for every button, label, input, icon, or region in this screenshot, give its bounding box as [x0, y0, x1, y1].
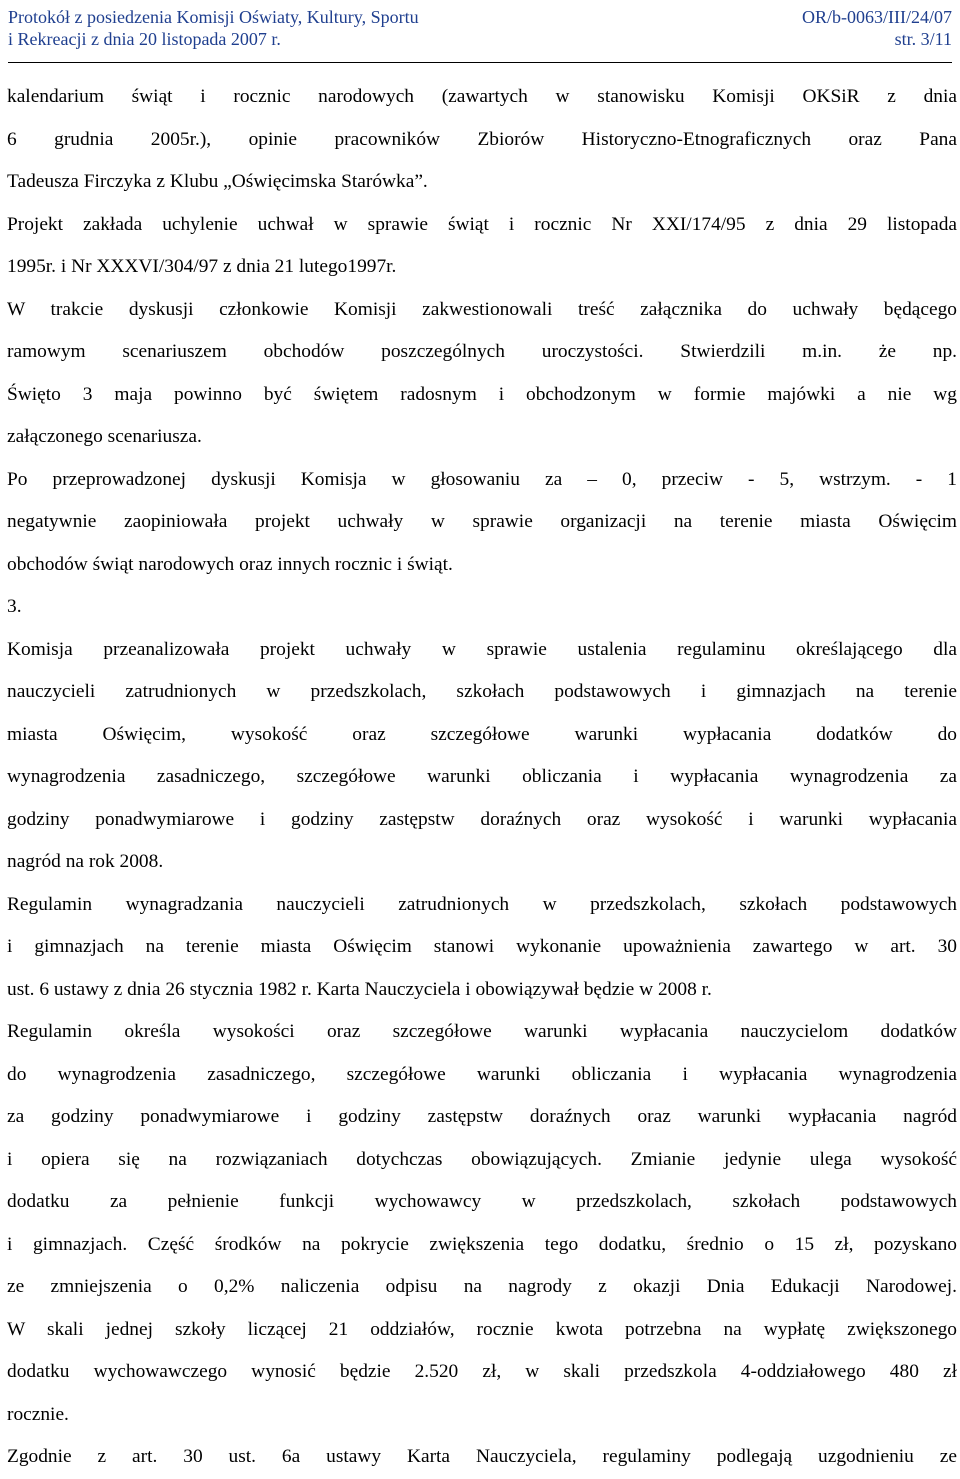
page-header	[8, 6, 952, 63]
text-line: 6 grudnia 2005r.), opinie pracowników Zbiorów Historyczno-Etnograficznych oraz Pana	[7, 128, 957, 150]
text-line: rocznie.	[7, 1403, 69, 1425]
text-line: Zgodnie z art. 30 ust. 6a ustawy Karta Nauczyciela, regulaminy podlegają uzgodnieniu ze	[7, 1446, 957, 1467]
header-line-2	[8, 28, 952, 50]
text-line: Święto 3 maja powinno być świętem radosnym i obchodzonym w formie majówki a nie wg	[7, 383, 957, 405]
text-line: godziny ponadwymiarowe i godziny zastępstw doraźnych oraz wysokość i warunki wypłacania	[7, 808, 957, 830]
text-line: załączonego scenariusza.	[7, 426, 202, 447]
text-line: Komisja przeanalizowała projekt uchwały w sprawie ustalenia regulaminu określającego dla	[7, 638, 957, 660]
text-line: W trakcie dyskusji członkowie Komisji zakwestionowali treść załącznika do uchwały będącego	[7, 298, 957, 320]
text-line: Po przeprowadzonej dyskusji Komisja w głosowaniu za – 0, przeciw - 5, wstrzym. - 1	[7, 468, 957, 490]
text-line: i gimnazjach na terenie miasta Oświęcim stanowi wykonanie upoważnienia zawartego w art. 30	[7, 936, 957, 957]
text-line: za godziny ponadwymiarowe i godziny zastępstw doraźnych oraz warunki wypłacania nagród	[7, 1106, 957, 1127]
text-line: ramowym scenariuszem obchodów poszczególnych uroczystości. Stwierdzili m.in. że np.	[7, 341, 957, 362]
text-line: i opiera się na rozwiązaniach dotychczas obowiązujących. Zmianie jedynie ulega wysokość	[7, 1148, 957, 1170]
text-line: ze zmniejszenia o 0,2% naliczenia odpisu na nagrody z okazji Dnia Edukacji Narodowej.	[7, 1276, 957, 1297]
text-line: obchodów świąt narodowych oraz innych rocznic i świąt.	[7, 553, 453, 575]
text-line: dodatku za pełnienie funkcji wychowawcy w przedszkolach, szkołach podstawowych	[7, 1191, 957, 1212]
text-line: Regulamin wynagradzania nauczycieli zatrudnionych w przedszkolach, szkołach podstawowych	[7, 893, 957, 915]
text-line: Regulamin określa wysokości oraz szczegółowe warunki wypłacania nauczycielom dodatków	[7, 1021, 957, 1042]
document-title-line-1: Protokół z posiedzenia Komisji Oświaty, Kultury, Sportu	[8, 7, 419, 27]
document-reference: OR/b-0063/III/24/07	[802, 7, 952, 27]
header-line-1	[8, 6, 952, 28]
text-line: W skali jednej szkoły liczącej 21 oddziałów, rocznie kwota potrzebna na wypłatę zwiększonego	[7, 1318, 957, 1340]
text-line: negatywnie zaopiniowała projekt uchwały w sprawie organizacji na terenie miasta Oświęcim	[7, 511, 957, 532]
text-line: miasta Oświęcim, wysokość oraz szczegółowe warunki wypłacania dodatków do	[7, 723, 957, 745]
text-line: ust. 6 ustawy z dnia 26 stycznia 1982 r. Karta Nauczyciela i obowiązywał będzie w 2008 r.	[7, 978, 712, 1000]
text-line: nauczycieli zatrudnionych w przedszkolach, szkołach podstawowych i gimnazjach na terenie	[7, 681, 957, 702]
text-line: Projekt zakłada uchylenie uchwał w sprawie świąt i rocznic Nr XXI/174/95 z dnia 29 listopada	[7, 213, 957, 235]
document-body	[7, 76, 957, 1479]
text-line: dodatku wychowawczego wynosić będzie 2.520 zł, w skali przedszkola 4-oddziałowego 480 zł	[7, 1361, 957, 1382]
text-line: nagród na rok 2008.	[7, 851, 164, 872]
text-line: kalendarium świąt i rocznic narodowych (zawartych w stanowisku Komisji OKSiR z dnia	[7, 86, 957, 107]
text-line: do wynagrodzenia zasadniczego, szczegółowe warunki obliczania i wypłacania wynagrodzenia	[7, 1063, 957, 1085]
text-line: wynagrodzenia zasadniczego, szczegółowe warunki obliczania i wypłacania wynagrodzenia za	[7, 766, 957, 787]
text-line: 3.	[7, 596, 22, 617]
page-number: str. 3/11	[894, 29, 952, 49]
document-title-line-2: i Rekreacji z dnia 20 listopada 2007 r.	[8, 29, 281, 49]
text-line: Tadeusza Firczyka z Klubu „Oświęcimska Starówka”.	[7, 171, 428, 192]
text-line: i gimnazjach. Część środków na pokrycie zwiększenia tego dodatku, średnio o 15 zł, pozyskano	[7, 1233, 957, 1255]
text-line: 1995r. i Nr XXXVI/304/97 z dnia 21 lutego1997r.	[7, 256, 397, 277]
